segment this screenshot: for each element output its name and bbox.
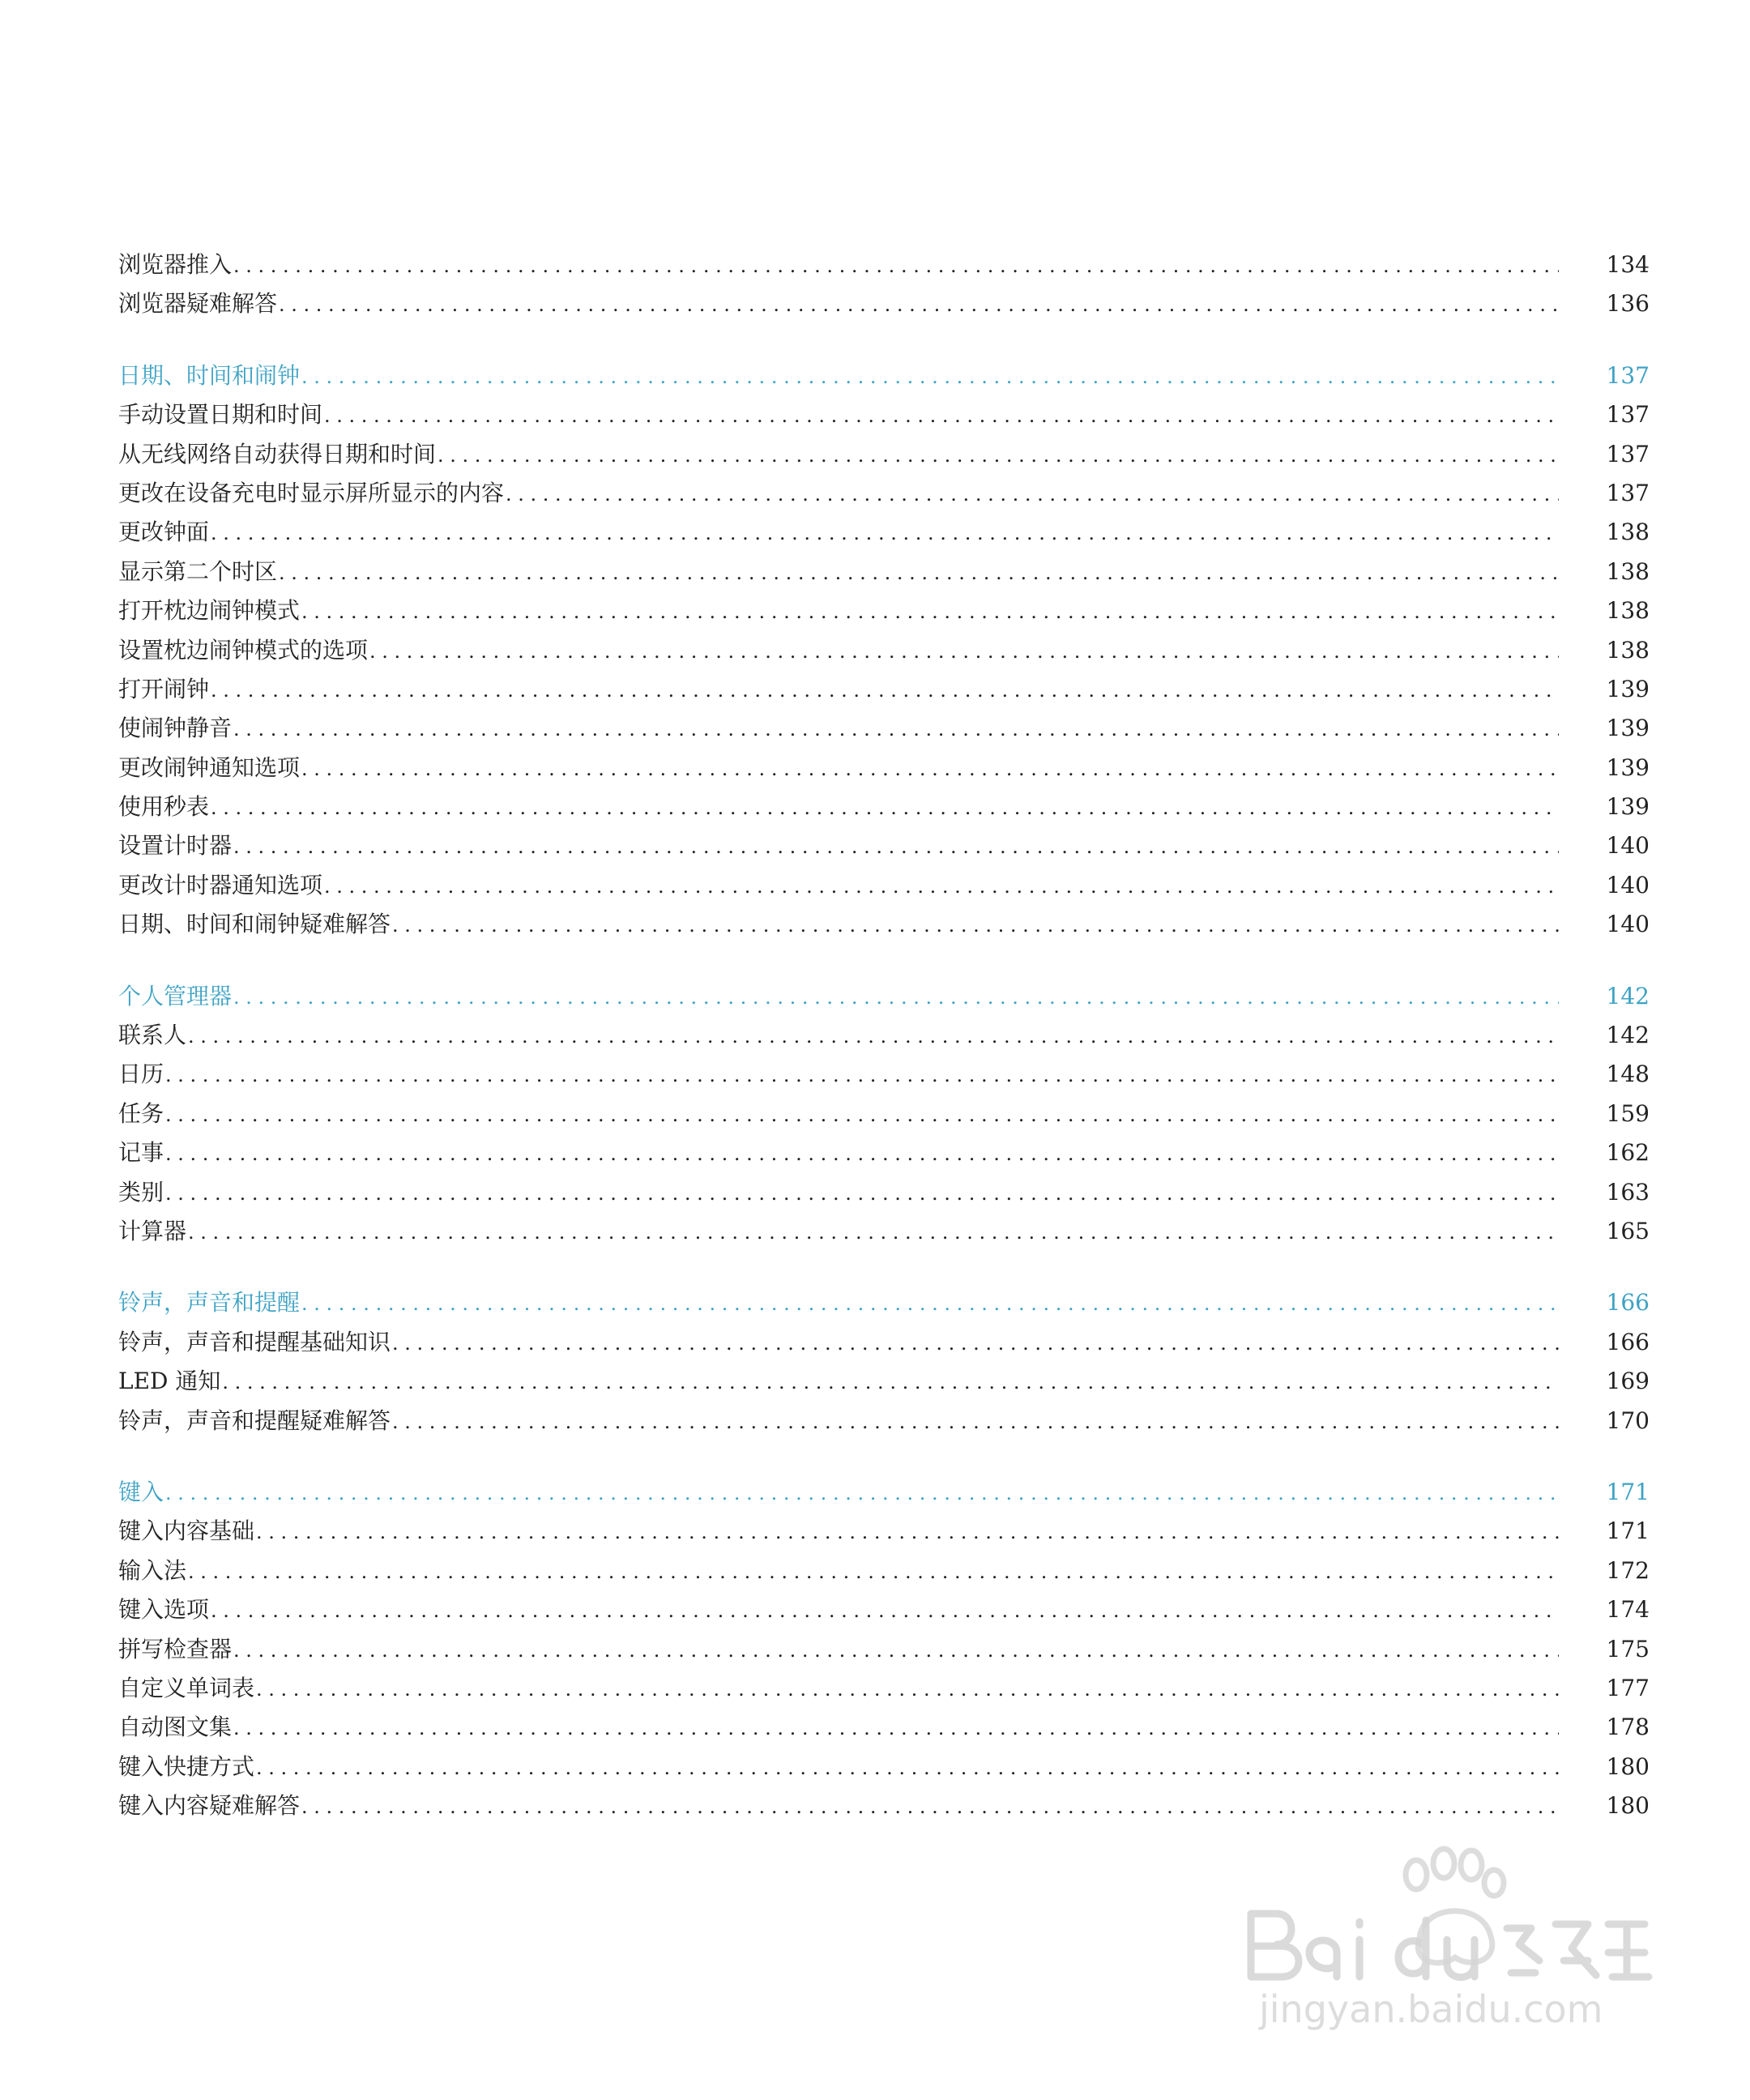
toc-entry-page: 148	[1606, 1061, 1650, 1088]
toc-entry-title: 任务	[118, 1099, 164, 1127]
toc-entry[interactable]	[118, 866, 1650, 905]
toc-entry-title: 打开闹钟	[118, 675, 210, 702]
toc-entry[interactable]	[118, 513, 1650, 552]
dot-leader	[233, 245, 1559, 285]
toc-entry-title: 更改闹钟通知选项	[118, 753, 301, 781]
toc-entry-page: 136	[1606, 290, 1650, 318]
watermark-letter-a	[1309, 1940, 1337, 1977]
dot-leader	[256, 1669, 1559, 1709]
toc-entry[interactable]	[118, 670, 1650, 709]
dot-leader	[506, 474, 1559, 514]
toc-section-typing	[118, 1473, 1650, 1826]
toc-entry-title: 铃声，声音和提醒疑难解答	[118, 1406, 391, 1434]
toc-section-heading[interactable]	[118, 977, 1650, 1016]
toc-entry-title: 输入法	[118, 1556, 187, 1584]
dot-leader	[279, 284, 1559, 324]
toc-entry-title: 打开枕边闹钟模式	[118, 597, 301, 625]
dot-leader	[165, 1055, 1559, 1095]
toc-entry-title: 键入选项	[118, 1596, 210, 1624]
toc-entry-page: 139	[1606, 715, 1650, 742]
dot-leader	[256, 1748, 1559, 1787]
toc-entry[interactable]	[118, 1402, 1650, 1441]
toc-section-heading[interactable]	[118, 1283, 1650, 1322]
toc-entry-page: 137	[1606, 401, 1650, 429]
toc-heading-page: 142	[1606, 982, 1650, 1009]
toc-entry-page: 175	[1606, 1635, 1650, 1662]
toc-entry-page: 174	[1606, 1596, 1650, 1624]
toc-section-personal-manager	[118, 977, 1650, 1252]
toc-entry-title: 日期、时间和闹钟疑难解答	[118, 911, 391, 938]
toc-entry-title: 键入内容疑难解答	[118, 1792, 301, 1820]
dot-leader	[233, 1708, 1559, 1748]
dot-leader	[301, 1283, 1559, 1323]
dot-leader	[165, 1095, 1559, 1134]
toc-entry-title: 更改钟面	[118, 519, 210, 546]
toc-entry[interactable]	[118, 1323, 1650, 1362]
dot-leader	[165, 1173, 1559, 1213]
toc-entry-title: 使闹钟静音	[118, 715, 233, 742]
dot-leader	[301, 749, 1559, 788]
toc-entry[interactable]	[118, 474, 1650, 513]
dot-leader	[188, 1016, 1559, 1056]
toc-entry-page: 140	[1606, 911, 1650, 938]
toc-entry[interactable]	[118, 1786, 1650, 1825]
dot-leader	[392, 1323, 1559, 1363]
dot-leader	[188, 1212, 1559, 1252]
dot-leader	[301, 591, 1559, 631]
toc-entry-page: 137	[1606, 440, 1650, 467]
dot-leader	[324, 395, 1559, 435]
toc-section-date-time-alarm	[118, 356, 1650, 945]
toc-entry[interactable]	[118, 1512, 1650, 1551]
toc-entry-page: 142	[1606, 1022, 1650, 1049]
toc-entry[interactable]	[118, 1173, 1650, 1212]
toc-entry[interactable]	[118, 905, 1650, 944]
toc-heading-title: 铃声，声音和提醒	[118, 1289, 301, 1317]
toc-entry[interactable]	[118, 1133, 1650, 1172]
toc-entry[interactable]	[118, 1590, 1650, 1629]
table-of-contents	[118, 245, 1650, 1858]
dot-leader	[256, 1512, 1559, 1552]
toc-entry-title: 从无线网络自动获得日期和时间	[118, 440, 437, 467]
toc-heading-title: 个人管理器	[118, 982, 233, 1009]
toc-entry-title: 联系人	[118, 1022, 187, 1049]
toc-entry[interactable]	[118, 1630, 1650, 1669]
toc-entry[interactable]	[118, 709, 1650, 748]
toc-heading-page: 166	[1606, 1289, 1650, 1317]
toc-entry-title: 浏览器疑难解答	[118, 290, 278, 318]
toc-heading-title: 日期、时间和闹钟	[118, 361, 301, 389]
toc-entry-title: 自动图文集	[118, 1714, 233, 1741]
dot-leader	[301, 1786, 1559, 1826]
toc-entry[interactable]	[118, 1748, 1650, 1786]
toc-entry-page: 134	[1606, 251, 1650, 278]
toc-entry-title: 键入快捷方式	[118, 1752, 255, 1780]
dot-leader	[211, 788, 1559, 827]
dot-leader	[324, 866, 1559, 906]
toc-entry-title: 记事	[118, 1139, 164, 1167]
toc-section-heading[interactable]	[118, 1473, 1650, 1512]
watermark-letter-b	[1251, 1914, 1299, 1977]
toc-section-browser	[118, 245, 1650, 324]
dot-leader	[279, 553, 1559, 592]
dot-leader	[233, 826, 1559, 866]
toc-heading-page: 171	[1606, 1478, 1650, 1505]
toc-entry-title: 类别	[118, 1178, 164, 1206]
toc-entry-page: 138	[1606, 597, 1650, 625]
toc-entry-page: 171	[1606, 1517, 1650, 1545]
toc-entry-title: 自定义单词表	[118, 1674, 255, 1701]
toc-entry-page: 177	[1606, 1674, 1650, 1701]
toc-entry[interactable]	[118, 1055, 1650, 1094]
toc-entry[interactable]	[118, 1095, 1650, 1133]
toc-entry-title: 使用秒表	[118, 793, 210, 821]
toc-entry-page: 170	[1606, 1406, 1650, 1434]
toc-entry-title: 设置枕边闹钟模式的选项	[118, 636, 369, 664]
toc-entry-title: 计算器	[118, 1217, 187, 1244]
toc-entry[interactable]	[118, 1669, 1650, 1708]
dot-leader	[233, 1630, 1559, 1670]
toc-entry[interactable]	[118, 1552, 1650, 1590]
toc-entry[interactable]	[118, 284, 1650, 323]
toc-entry[interactable]	[118, 826, 1650, 865]
toc-entry-title: 铃声，声音和提醒基础知识	[118, 1328, 391, 1355]
toc-entry-title: 显示第二个时区	[118, 557, 278, 585]
toc-entry-page: 166	[1606, 1328, 1650, 1355]
toc-entry-page: 138	[1606, 557, 1650, 585]
toc-entry[interactable]	[118, 435, 1650, 474]
toc-entry-title: 手动设置日期和时间	[118, 401, 323, 429]
toc-entry-title: 浏览器推入	[118, 251, 233, 278]
toc-entry[interactable]	[118, 591, 1650, 630]
toc-entry-page: 178	[1606, 1714, 1650, 1741]
dot-leader	[211, 513, 1559, 553]
toc-entry-title: 更改计时器通知选项	[118, 871, 323, 898]
dot-leader	[165, 1133, 1559, 1173]
toc-entry-page: 163	[1606, 1178, 1650, 1206]
toc-heading-page: 137	[1606, 361, 1650, 389]
toc-entry-page: 162	[1606, 1139, 1650, 1167]
toc-entry-title: 设置计时器	[118, 832, 233, 860]
toc-entry-title: 拼写检查器	[118, 1635, 233, 1662]
dot-leader	[222, 1362, 1559, 1402]
toc-entry[interactable]	[118, 1708, 1650, 1747]
toc-entry[interactable]	[118, 1362, 1650, 1401]
dot-leader	[165, 1473, 1559, 1513]
dot-leader	[392, 905, 1559, 945]
dot-leader	[188, 1552, 1559, 1591]
dot-leader	[211, 1590, 1559, 1630]
toc-heading-title: 键入	[118, 1478, 164, 1505]
toc-entry[interactable]	[118, 395, 1650, 434]
toc-entry-page: 139	[1606, 793, 1650, 821]
dot-leader	[369, 631, 1559, 671]
toc-section-heading[interactable]	[118, 356, 1650, 395]
dot-leader	[233, 977, 1559, 1017]
watermark-jingyan	[1507, 1924, 1649, 1977]
dot-leader	[392, 1402, 1559, 1441]
watermark-url: jingyan.baidu.com	[1259, 1987, 1603, 2031]
toc-entry-title: 键入内容基础	[118, 1517, 255, 1545]
toc-entry-title: 日历	[118, 1061, 164, 1088]
toc-entry-page: 140	[1606, 871, 1650, 898]
toc-entry[interactable]	[118, 749, 1650, 788]
toc-entry-page: 138	[1606, 636, 1650, 664]
toc-entry-page: 139	[1606, 753, 1650, 781]
toc-entry-page: 180	[1606, 1752, 1650, 1780]
toc-entry[interactable]	[118, 788, 1650, 826]
dot-leader	[438, 435, 1559, 475]
toc-entry-page: 180	[1606, 1792, 1650, 1820]
toc-entry-page: 159	[1606, 1099, 1650, 1127]
toc-entry-page: 140	[1606, 832, 1650, 860]
baidu-jingyan-watermark	[1240, 1839, 1661, 2034]
toc-entry-page: 139	[1606, 675, 1650, 702]
toc-entry-page: 137	[1606, 479, 1650, 506]
toc-entry[interactable]	[118, 1016, 1650, 1055]
toc-entry-title: LED 通知	[118, 1368, 221, 1395]
toc-entry[interactable]	[118, 1212, 1650, 1251]
toc-entry-page: 138	[1606, 519, 1650, 546]
dot-leader	[233, 709, 1559, 749]
toc-entry-page: 169	[1606, 1368, 1650, 1395]
toc-entry[interactable]	[118, 631, 1650, 670]
dot-leader	[211, 670, 1559, 710]
toc-entry-page: 165	[1606, 1217, 1650, 1244]
toc-entry-title: 更改在设备充电时显示屏所显示的内容	[118, 479, 505, 506]
dot-leader	[301, 356, 1559, 396]
toc-entry[interactable]	[118, 245, 1650, 284]
toc-entry-page: 172	[1606, 1556, 1650, 1584]
toc-section-ringtones	[118, 1283, 1650, 1441]
toc-entry[interactable]	[118, 553, 1650, 591]
